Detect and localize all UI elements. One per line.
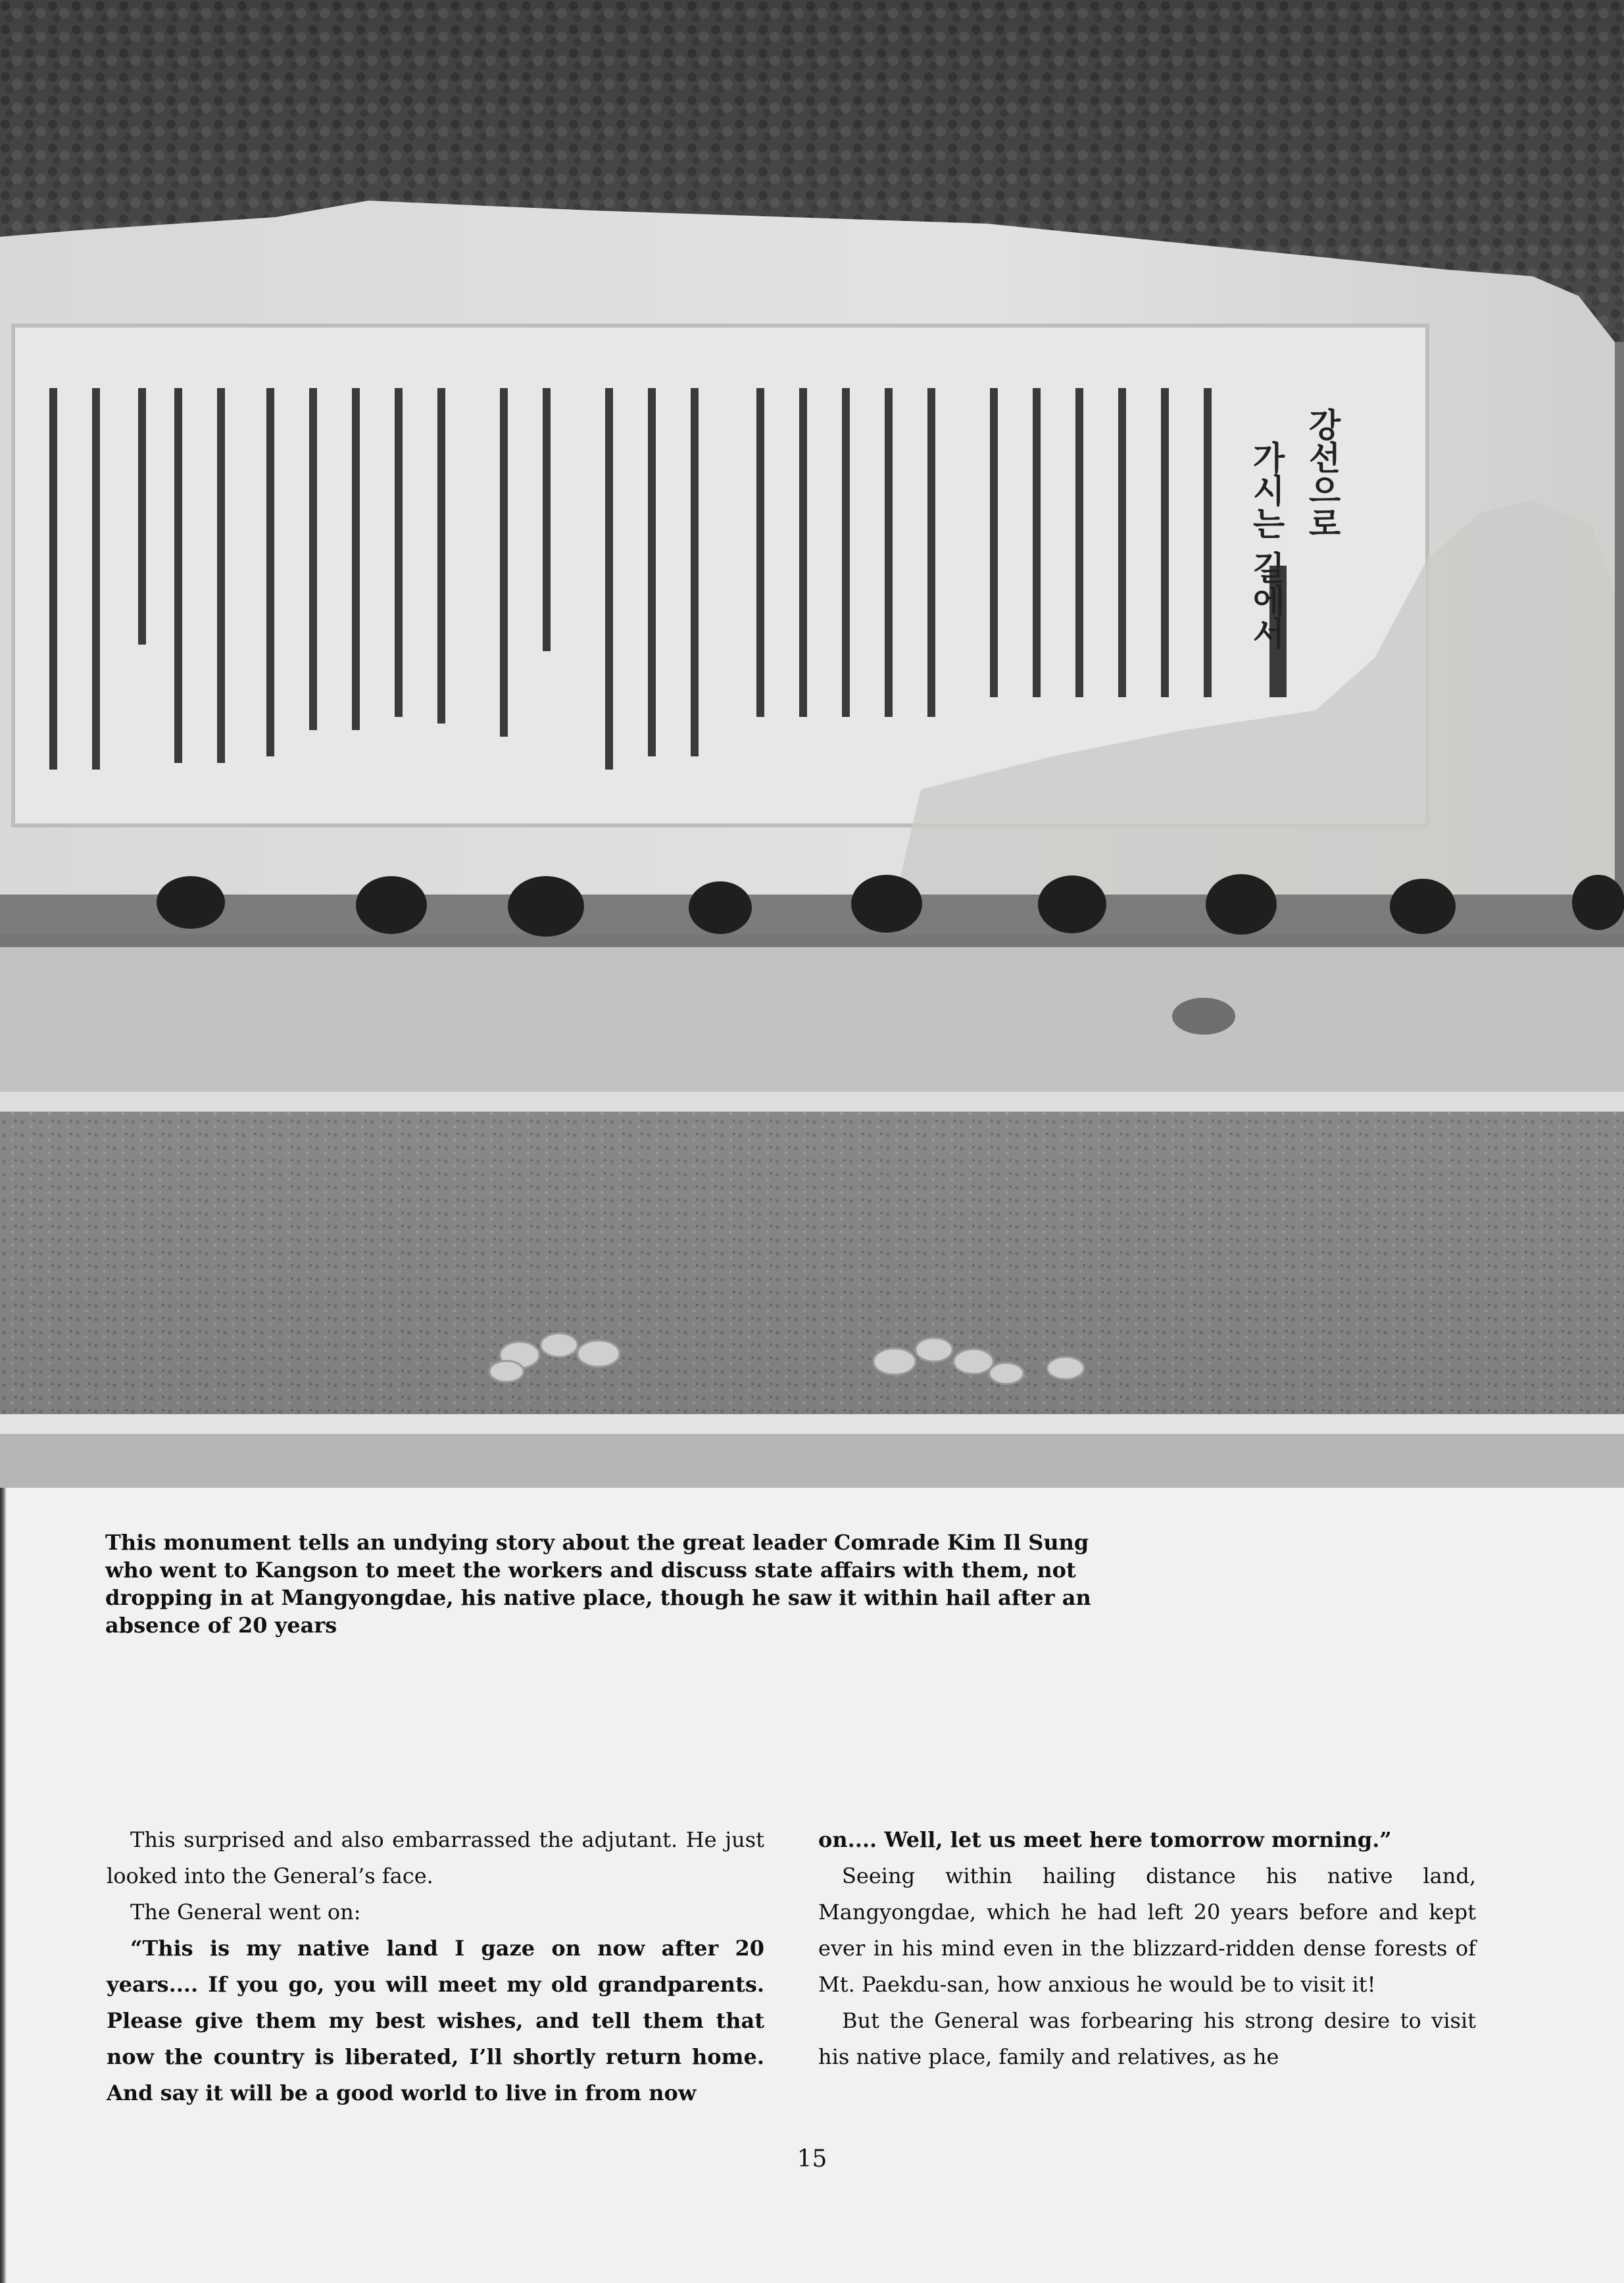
quoted-speech: “This is my native land I gaze on now after 20 years.... If you go, you will meet my old grandparents. Please give them my best wishes, and tell them that now the country is liberated, I’ll shortly return home. And say it will be a good world to live in from now: [107, 1936, 764, 2105]
photo-caption: This monument tells an undying story about the great leader Comrade Kim Il Sung who went to Kangson to meet the workers and discuss state affairs with them, not dropping in at Mangyongdae, his native place, though he saw it within hail after an absence of 20 years: [105, 1530, 1091, 1638]
quoted-speech-continued: on.... Well, let us meet here tomorrow morning.”: [818, 1827, 1392, 1852]
paragraph: But the General was forbearing his strong desire to visit his native place, family and relatives, as he: [818, 2008, 1476, 2069]
paragraph: Seeing within hailing distance his native land, Mangyongdae, which he had left 20 years before and kept ever in his mind even in the blizzard-ridden dense forests of Mt. Paekdu-san, how anxious he would be to visit it!: [818, 1863, 1476, 1997]
body-column-left: [107, 1822, 764, 2111]
monument-title-line-1: 강선으로: [1303, 408, 1341, 539]
paragraph: This surprised and also embarrassed the adjutant. He just looked into the General’s face.: [107, 1827, 764, 1888]
paragraph: The General went on:: [130, 1900, 361, 1925]
body-column-right: [818, 1822, 1476, 2075]
monument-title-line-2: 가시는 길에서: [1247, 441, 1285, 650]
page-number: 15: [797, 2146, 827, 2173]
